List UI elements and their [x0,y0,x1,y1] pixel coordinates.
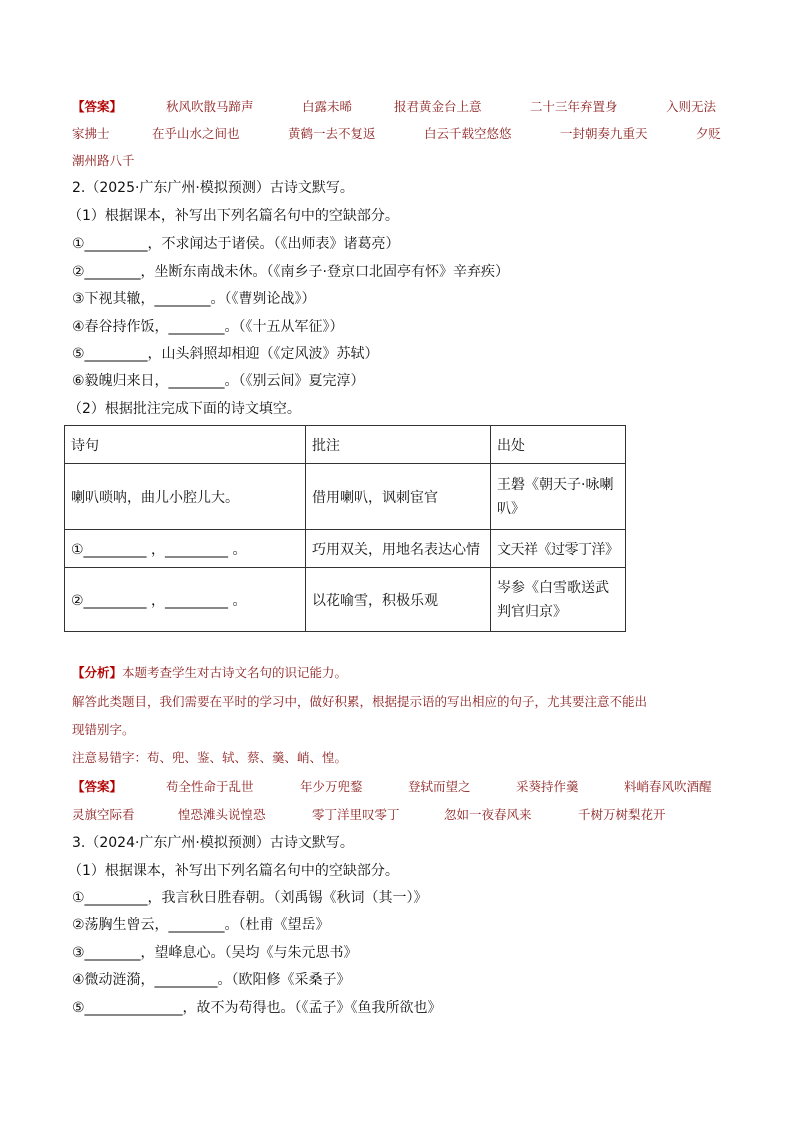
explain-line: 解答此类题目，我们需要在平时的学习中，做好积累，根据提示语的写出相应的句子，尤其要注意不能出 [72,694,648,709]
question-3-item: ④微动涟漪，_________。（欧阳修《采桑子》 [72,972,351,988]
table-cell: ②_________ ，_________ 。 [65,568,306,632]
question-2-sub1: （1）根据课本，补写出下列名篇名句中的空缺部分。 [68,208,399,224]
answer-item: 灵旗空际看 [72,807,135,822]
answer-block-1 [72,97,122,115]
answer-label: 【答案】 [72,779,123,794]
question-2-item: ④春谷持作饭，________。（《十五从军征》） [72,319,344,335]
question-2-sub2: （2）根据批注完成下面的诗文填空。 [68,401,301,417]
answer-item: 白露未晞 [302,99,353,114]
answer-item: 黄鹤一去不复返 [288,126,376,141]
table-header: 出处 [491,426,626,464]
table-cell: 以花喻雪，积极乐观 [306,568,491,632]
question-3-item: ⑤______________，故不为苟得也。（《孟子》《鱼我所欲也》 [72,1000,442,1016]
table-header: 诗句 [65,426,306,464]
answer-item: 秋风吹散马蹄声 [166,99,254,114]
answer-item: 在乎山水之间也 [152,126,240,141]
question-3-title: 3.（2024·广东广州·模拟预测）古诗文默写。 [72,835,354,851]
answer-item: 家拂士 [72,126,110,141]
table-cell: 喇叭唢呐，曲儿小腔儿大。 [65,464,306,530]
answer-item: 采葵持作羹 [516,779,579,794]
question-2-item: ⑥毅魄归来日，________。（《别云间》夏完淳） [72,373,365,389]
table-cell: 岑参《白雪歌送武判官归京》 [491,568,626,632]
question-3-item: ③________，望峰息心。（吴均《与朱元思书》 [72,945,358,961]
analysis-text: 本题考查学生对古诗文名句的识记能力。 [122,665,348,680]
answer-item: 入则无法 [666,99,717,114]
answer-label: 【答案】 [72,99,123,114]
answer-item: 惶恐滩头说惶恐 [178,807,266,822]
answer-item: 忽如一夜春风来 [444,807,532,822]
analysis-label: 【分析】 [72,665,123,680]
table-cell: 文天祥《过零丁洋》 [491,530,626,568]
question-3-item: ②荡胸生曾云，________。（杜甫《望岳》 [72,917,330,933]
answer-item: 一封朝奏九重天 [560,126,648,141]
answer-item: 千树万树梨花开 [578,807,666,822]
answer-item: 料峭春风吹酒醒 [624,779,712,794]
answer-item: 零丁洋里叹零丁 [312,807,400,822]
answer-item: 潮州路八千 [72,153,135,168]
analysis-line [72,663,347,681]
table-row [65,530,626,568]
answer-item: 报君黄金台上意 [394,99,482,114]
question-2-item: ②________，坐断东南战未休。（《南乡子·登京口北固亭有怀》辛弃疾） [72,264,509,280]
typo-note: 注意易错字：苟、兜、鉴、轼、蔡、羹、峭、惶。 [72,750,348,765]
table-cell: 巧用双关，用地名表达心情 [306,530,491,568]
poem-table [64,425,626,632]
explain-line: 现错别字。 [72,722,135,737]
table-cell: 王磐《朝天子·咏喇叭》 [491,464,626,530]
answer-item: 二十三年弃置身 [530,99,618,114]
table-header: 批注 [306,426,491,464]
question-2-title: 2.（2025·广东广州·模拟预测）古诗文默写。 [72,180,354,196]
question-2-item: ⑤_________，山头斜照却相迎（《定风波》苏轼） [72,346,379,362]
answer-item: 苟全性命于乱世 [166,779,254,794]
table-row [65,464,626,530]
question-3-item: ①_________，我言秋日胜春朝。（刘禹锡《秋词（其一）》 [72,890,428,906]
question-3-sub1: （1）根据课本，补写出下列名篇名句中的空缺部分。 [68,863,399,879]
answer-item: 白云千载空悠悠 [424,126,512,141]
question-2-item: ③下视其辙，________。（《曹刿论战》） [72,291,316,307]
table-row [65,568,626,632]
question-2-item: ①_________，不求闻达于诸侯。（《出师表》诸葛亮） [72,236,400,252]
answer-item: 年少万兜鍪 [300,779,363,794]
answer-item: 夕贬 [696,126,722,141]
answer-item: 登轼而望之 [408,779,471,794]
table-cell: ①_________ ，_________ 。 [65,530,306,568]
table-cell: 借用喇叭，讽刺宦官 [306,464,491,530]
table-header-row [65,426,626,464]
